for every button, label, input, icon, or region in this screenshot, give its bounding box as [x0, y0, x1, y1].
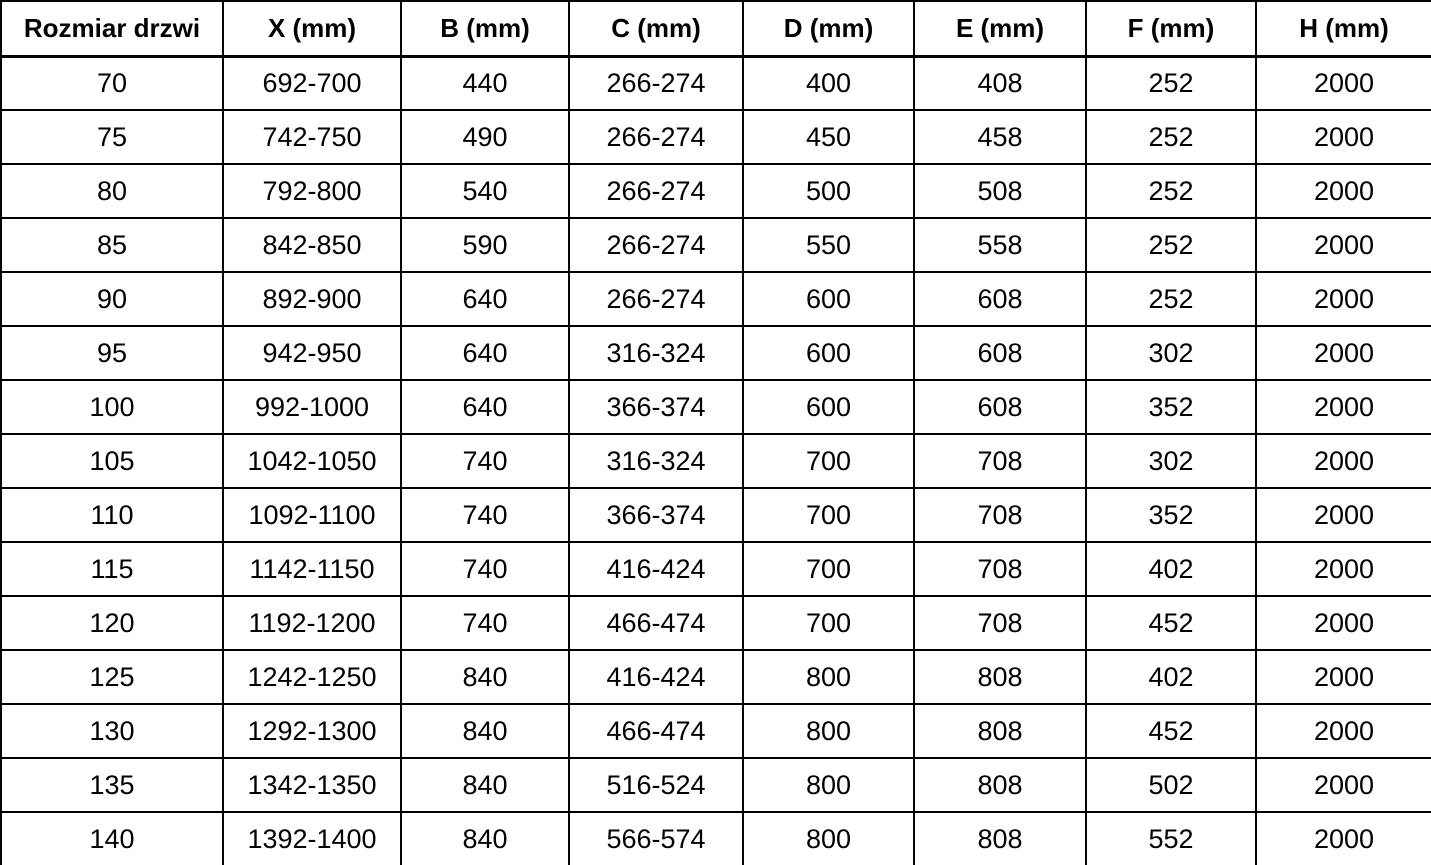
table-cell: 800: [743, 812, 914, 865]
table-cell: 640: [401, 326, 569, 380]
table-cell: 808: [914, 812, 1086, 865]
table-row: [1, 650, 1431, 704]
table-cell: 590: [401, 218, 569, 272]
table-cell: 416-424: [569, 542, 743, 596]
table-row: [1, 380, 1431, 434]
table-row: [1, 110, 1431, 164]
table-cell: 2000: [1256, 488, 1431, 542]
table-cell: 1042-1050: [223, 434, 401, 488]
table-cell: 125: [1, 650, 223, 704]
header-row: [1, 1, 1431, 56]
table-cell: 608: [914, 380, 1086, 434]
table-cell: 566-574: [569, 812, 743, 865]
table-cell: 416-424: [569, 650, 743, 704]
table-cell: 352: [1086, 488, 1256, 542]
table-cell: 808: [914, 704, 1086, 758]
table-cell: 2000: [1256, 650, 1431, 704]
column-header: B (mm): [401, 1, 569, 56]
table-cell: 466-474: [569, 704, 743, 758]
table-cell: 700: [743, 488, 914, 542]
table-cell: 740: [401, 542, 569, 596]
table-cell: 115: [1, 542, 223, 596]
table-cell: 840: [401, 812, 569, 865]
table-cell: 2000: [1256, 812, 1431, 865]
column-header: C (mm): [569, 1, 743, 56]
table-cell: 840: [401, 758, 569, 812]
table-cell: 1092-1100: [223, 488, 401, 542]
table-cell: 840: [401, 704, 569, 758]
table-cell: 352: [1086, 380, 1256, 434]
table-cell: 440: [401, 56, 569, 110]
table-cell: 266-274: [569, 218, 743, 272]
table-cell: 252: [1086, 218, 1256, 272]
table-cell: 302: [1086, 434, 1256, 488]
table-cell: 600: [743, 326, 914, 380]
table-cell: 742-750: [223, 110, 401, 164]
table-row: [1, 812, 1431, 865]
table-row: [1, 704, 1431, 758]
table-cell: 992-1000: [223, 380, 401, 434]
table-cell: 1292-1300: [223, 704, 401, 758]
table-cell: 85: [1, 218, 223, 272]
table-header: [1, 1, 1431, 56]
column-header: F (mm): [1086, 1, 1256, 56]
table-cell: 840: [401, 650, 569, 704]
table-cell: 2000: [1256, 56, 1431, 110]
table-cell: 452: [1086, 596, 1256, 650]
table-cell: 942-950: [223, 326, 401, 380]
table-cell: 1242-1250: [223, 650, 401, 704]
table-cell: 2000: [1256, 704, 1431, 758]
table-cell: 708: [914, 596, 1086, 650]
table-row: [1, 488, 1431, 542]
table-cell: 700: [743, 434, 914, 488]
table-cell: 302: [1086, 326, 1256, 380]
table-cell: 2000: [1256, 110, 1431, 164]
table-row: [1, 758, 1431, 812]
table-cell: 252: [1086, 164, 1256, 218]
table-cell: 740: [401, 596, 569, 650]
table-cell: 266-274: [569, 110, 743, 164]
table-cell: 842-850: [223, 218, 401, 272]
table-cell: 75: [1, 110, 223, 164]
table-cell: 316-324: [569, 434, 743, 488]
table-cell: 516-524: [569, 758, 743, 812]
table-cell: 95: [1, 326, 223, 380]
table-cell: 608: [914, 326, 1086, 380]
table-row: [1, 326, 1431, 380]
column-header: X (mm): [223, 1, 401, 56]
table-row: [1, 434, 1431, 488]
table-cell: 608: [914, 272, 1086, 326]
table-cell: 266-274: [569, 56, 743, 110]
table-cell: 792-800: [223, 164, 401, 218]
table-cell: 80: [1, 164, 223, 218]
table-cell: 808: [914, 758, 1086, 812]
table-cell: 640: [401, 380, 569, 434]
table-cell: 800: [743, 758, 914, 812]
table-cell: 110: [1, 488, 223, 542]
table-body: [1, 56, 1431, 865]
table-cell: 640: [401, 272, 569, 326]
table-cell: 692-700: [223, 56, 401, 110]
table-cell: 135: [1, 758, 223, 812]
table-cell: 105: [1, 434, 223, 488]
table-cell: 708: [914, 542, 1086, 596]
table-cell: 550: [743, 218, 914, 272]
table-row: [1, 56, 1431, 110]
table-cell: 500: [743, 164, 914, 218]
table-cell: 490: [401, 110, 569, 164]
table-cell: 252: [1086, 110, 1256, 164]
table-cell: 100: [1, 380, 223, 434]
table-cell: 2000: [1256, 272, 1431, 326]
table-cell: 808: [914, 650, 1086, 704]
column-header: E (mm): [914, 1, 1086, 56]
table-cell: 316-324: [569, 326, 743, 380]
table-cell: 600: [743, 272, 914, 326]
table-cell: 740: [401, 488, 569, 542]
table-cell: 2000: [1256, 380, 1431, 434]
table-cell: 540: [401, 164, 569, 218]
table-cell: 740: [401, 434, 569, 488]
table-cell: 892-900: [223, 272, 401, 326]
column-header: D (mm): [743, 1, 914, 56]
table-cell: 266-274: [569, 164, 743, 218]
table-cell: 708: [914, 434, 1086, 488]
table-cell: 2000: [1256, 596, 1431, 650]
table-cell: 1192-1200: [223, 596, 401, 650]
table-cell: 402: [1086, 650, 1256, 704]
table-cell: 450: [743, 110, 914, 164]
table-row: [1, 218, 1431, 272]
table-cell: 366-374: [569, 488, 743, 542]
table-cell: 2000: [1256, 164, 1431, 218]
table-cell: 700: [743, 596, 914, 650]
table-cell: 402: [1086, 542, 1256, 596]
table-cell: 600: [743, 380, 914, 434]
table-cell: 252: [1086, 272, 1256, 326]
table-cell: 366-374: [569, 380, 743, 434]
table-cell: 140: [1, 812, 223, 865]
table-cell: 708: [914, 488, 1086, 542]
table-cell: 2000: [1256, 218, 1431, 272]
table-cell: 2000: [1256, 326, 1431, 380]
table-cell: 458: [914, 110, 1086, 164]
column-header: Rozmiar drzwi: [1, 1, 223, 56]
table-row: [1, 596, 1431, 650]
table-cell: 130: [1, 704, 223, 758]
table-cell: 2000: [1256, 758, 1431, 812]
table-cell: 700: [743, 542, 914, 596]
table-cell: 1142-1150: [223, 542, 401, 596]
table-cell: 2000: [1256, 434, 1431, 488]
column-header: H (mm): [1256, 1, 1431, 56]
table-cell: 266-274: [569, 272, 743, 326]
table-cell: 408: [914, 56, 1086, 110]
table-cell: 452: [1086, 704, 1256, 758]
table-cell: 502: [1086, 758, 1256, 812]
table-cell: 552: [1086, 812, 1256, 865]
table-cell: 120: [1, 596, 223, 650]
table-cell: 558: [914, 218, 1086, 272]
table-row: [1, 164, 1431, 218]
table-cell: 2000: [1256, 542, 1431, 596]
table-cell: 252: [1086, 56, 1256, 110]
table-cell: 400: [743, 56, 914, 110]
table-cell: 508: [914, 164, 1086, 218]
table-row: [1, 272, 1431, 326]
table-cell: 70: [1, 56, 223, 110]
table-cell: 1392-1400: [223, 812, 401, 865]
table-cell: 800: [743, 650, 914, 704]
table-cell: 90: [1, 272, 223, 326]
table-cell: 1342-1350: [223, 758, 401, 812]
table-row: [1, 542, 1431, 596]
table-cell: 800: [743, 704, 914, 758]
table-cell: 466-474: [569, 596, 743, 650]
